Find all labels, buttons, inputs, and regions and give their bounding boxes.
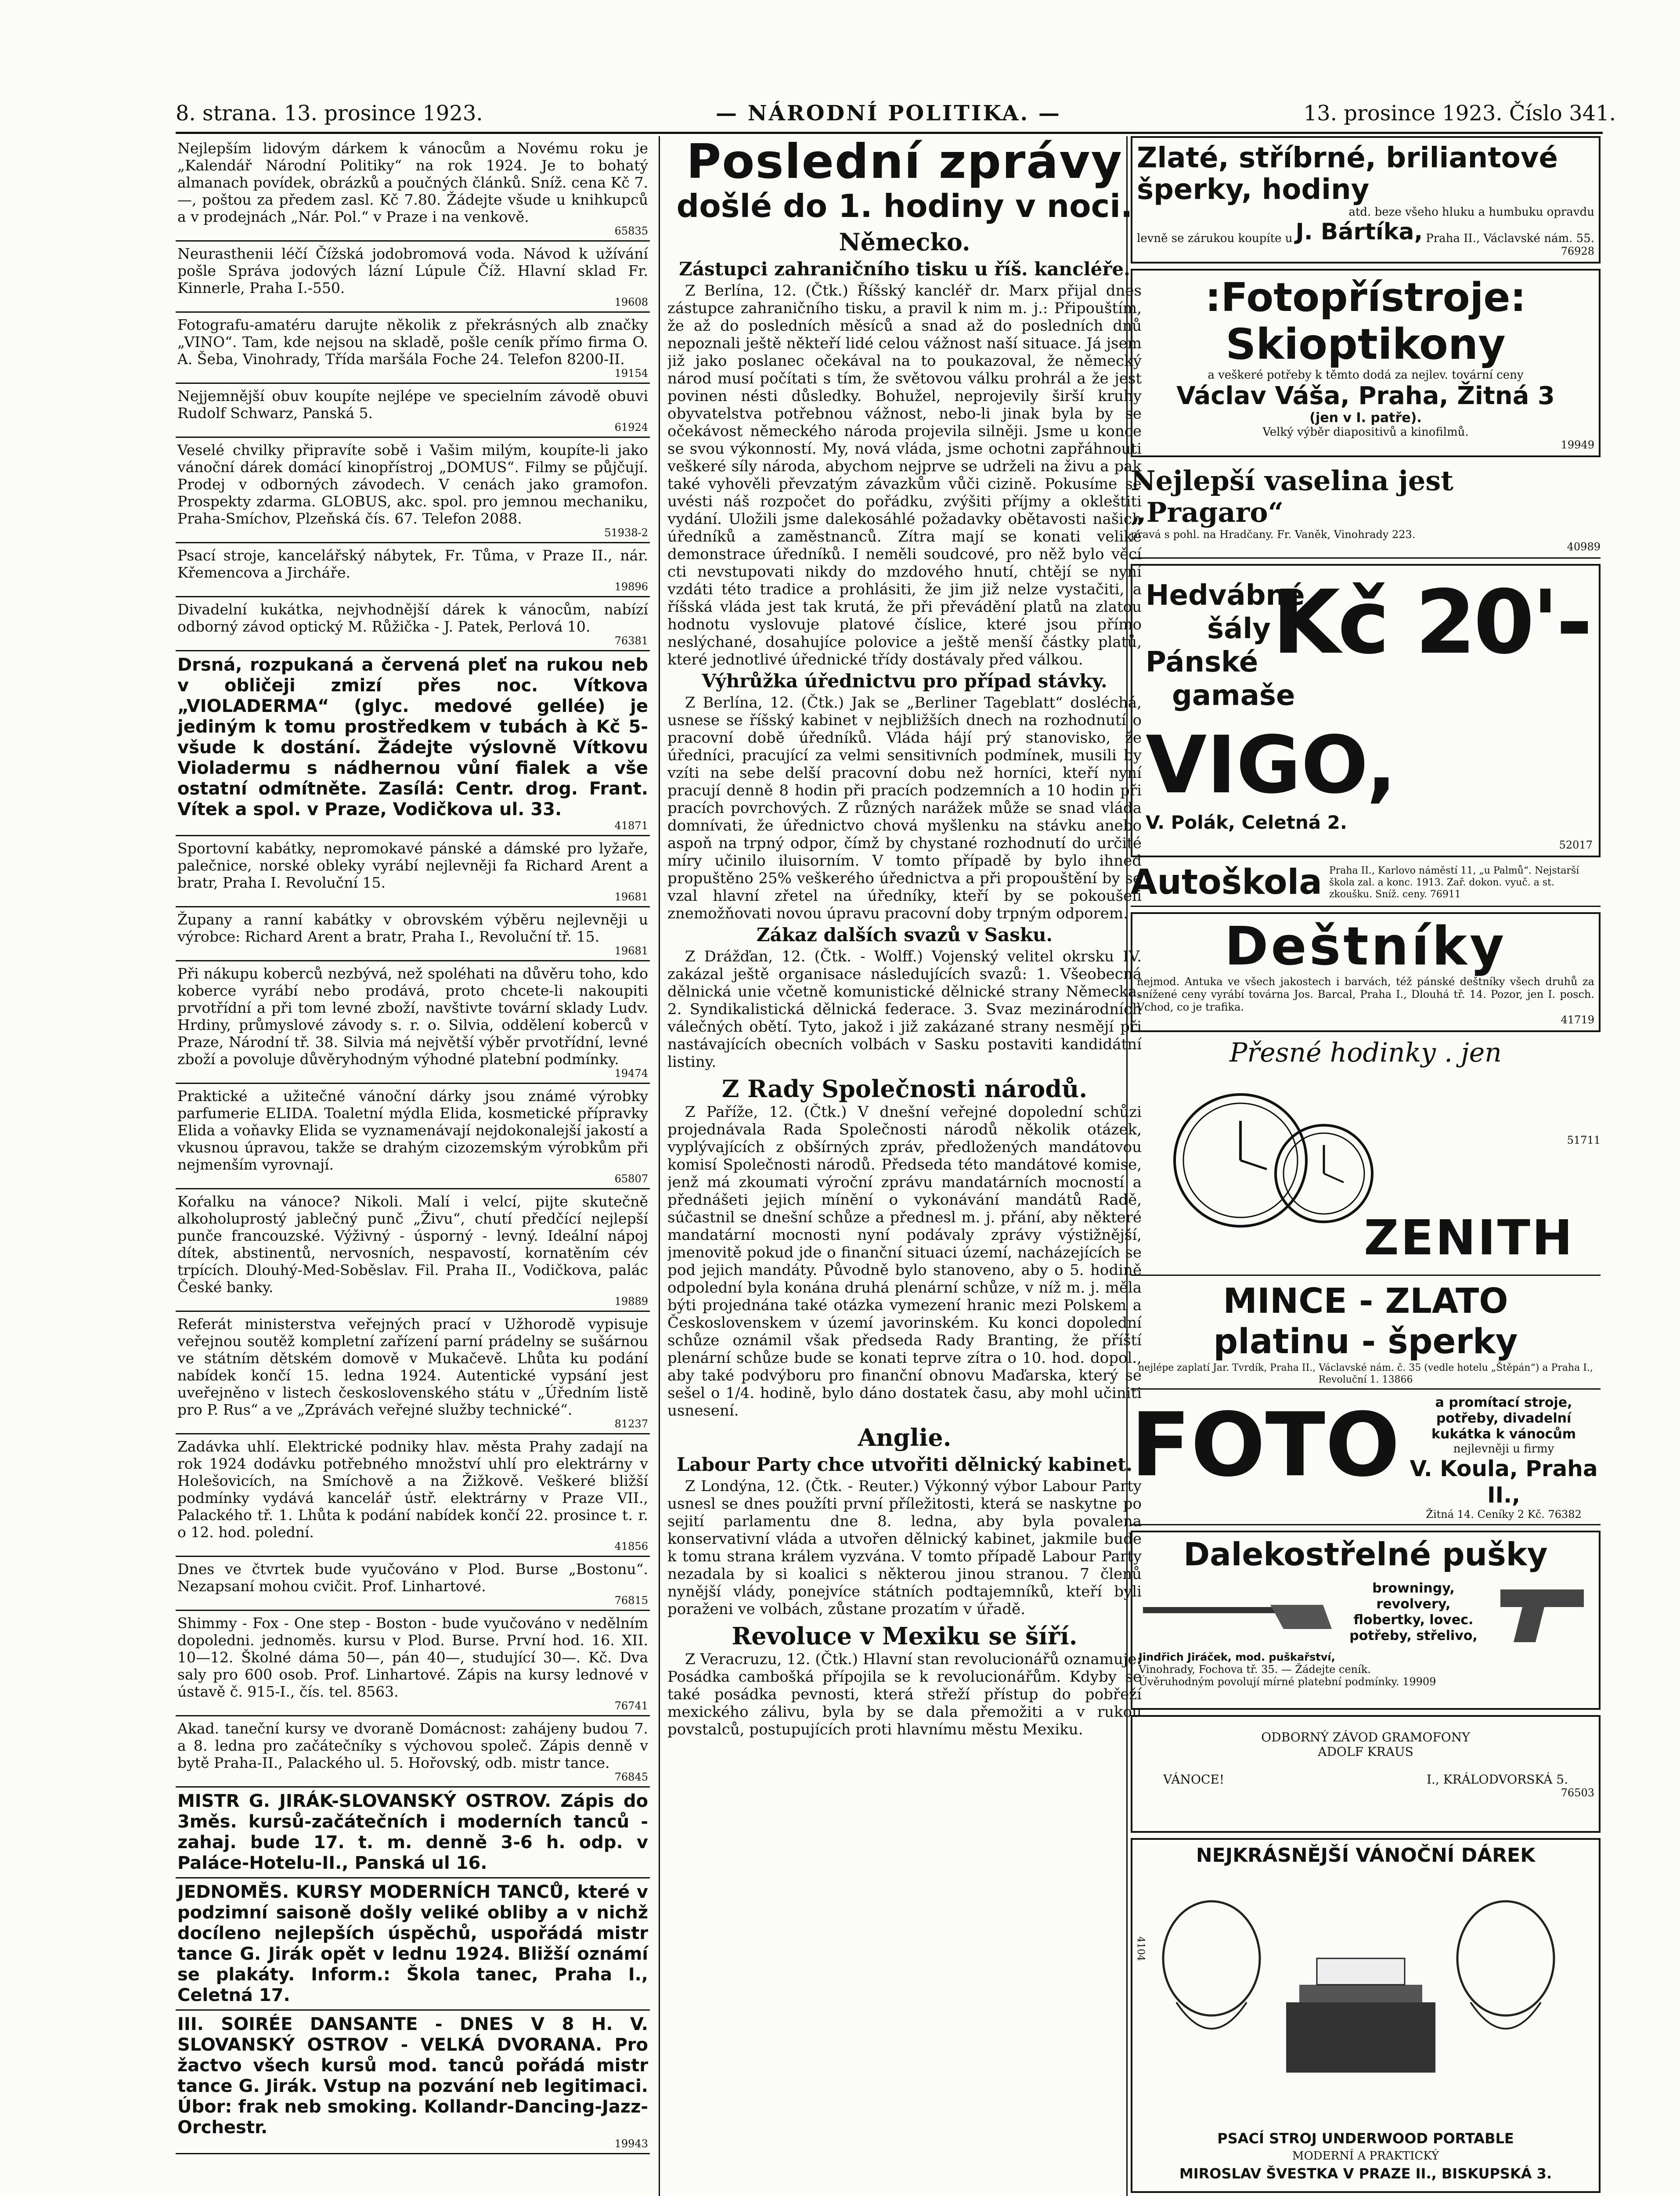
- ad-gramo-t4: I., KRÁLODVORSKÁ 5.: [1426, 1772, 1568, 1787]
- news-paragraph: Z Londýna, 12. (Čtk. - Reuter.) Výkonný výbor Labour Party usnesl se dnes použíti první příležitosti, která se naskytne po sejití parlamentu dne 8. ledna, aby byla povalena konservativní vláda a utvořen dělnický kabinet, jakmile bude k tomu strana králem vyzvána. V tomto případě Labour Party nezadala by si koalici s některou jinou stranou. 7 členů nynější vlády, ponejvíce státních podtajemníků, kteří byli poraženi ve volbách, zůstane prozatím v úřadě.: [667, 1477, 1142, 1618]
- classified-ad-text: Župany a ranní kabátky v obrovském výběru nejlevněji u výrobce: Richard Arent a bratr, Praha I., Revoluční tř. 15.: [177, 911, 648, 945]
- news-subhead: došlé do 1. hodiny v noci.: [676, 188, 1133, 224]
- ad-guns-title: Dalekostřelné pušky: [1183, 1536, 1548, 1573]
- ad-foto-t1: a promítací stroje, potřeby, divadelní kukátka k vánocům: [1431, 1395, 1576, 1442]
- ad-photo-num: 19949: [1561, 439, 1594, 451]
- classified-ad: [176, 543, 650, 597]
- ad-vigo-num: 52017: [1559, 839, 1593, 851]
- classified-ad: [176, 651, 650, 836]
- ad-jewelry-num: 76928: [1561, 245, 1594, 257]
- classified-ad-number: 61924: [614, 421, 648, 433]
- ad-vigo-brand: VIGO,: [1146, 719, 1397, 811]
- ad-zenith: [1131, 1037, 1601, 1276]
- news-subheading: Zástupci zahraničního tisku u říš. kancléře.: [679, 258, 1130, 280]
- ad-photo-t5: (jen v I. patře).: [1309, 410, 1422, 426]
- classified-ad: [176, 1312, 650, 1434]
- ad-photo-t2: Skioptikony: [1226, 320, 1506, 369]
- ad-underwood-t3: MIROSLAV ŠVESTKA V PRAZE II., BISKUPSKÁ 3.: [1179, 2165, 1552, 2182]
- ad-foto-name: V. Koula, Praha II.,: [1410, 1456, 1598, 1508]
- column-rule-1: [659, 136, 660, 2196]
- classified-ad-number: 19474: [614, 1067, 648, 1080]
- ad-foto-addr: Žitná 14. Ceníky 2 Kč.: [1426, 1508, 1545, 1521]
- page-header: [176, 101, 1616, 136]
- news-paragraph: Z Berlína, 12. (Čtk.) Jak se „Berliner Tageblatt“ dosléchá, usnese se říšský kabinet v nejbližších dnech na rozhodnutí o pracovní době úředníků. Vláda hájí prý stanovisko, že úředníci, pracující za velmi sensitivních podmínek, musili by vzíti na sebe delší pracovní dobu než horníci, kteří nyní pracují denně 8 hodin při pracích podzemních a 10 hodin při pracích povrchových. Z různých narážek může se snad vláda domnívati, že úřednictvo chová myšlenku na stávku anebo aspoň na trpný odpor, čímž by chystané rozhodnutí do určité míry učinilo iluisorním. V tomto případě by bylo ihned propuštěno 25% veškerého úřednictva a při propouštění by se vzal hlavní zřetel na úředníky, kteří by se pokoušeli znemožňovati novou úpravu pracovní doby trpným odporem.: [667, 694, 1142, 922]
- classified-ad-text: Dnes ve čtvrtek bude vyučováno v Plod. Burse „Bostonu“. Nezapsaní mohou cvičit. Prof. Linhartové.: [177, 1560, 648, 1595]
- header-masthead: — NÁRODNÍ POLITIKA. —: [716, 101, 1061, 126]
- ad-gramo-t1: ODBORNÝ ZÁVOD GRAMOFONY: [1261, 1730, 1470, 1745]
- classified-ad-text: Praktické a užitečné vánoční dárky jsou známé výrobky parfumerie ELIDA. Toaletní mýdla Elida, kosmetické přípravky Elida a voňavky Elida se vyznamenávají nejdokonalejší jakostí a vkusnou úpravou, takže se drahým cizozemským výrobkům při nejmenším vyrovnají.: [177, 1087, 648, 1173]
- classified-ad: [176, 1084, 650, 1189]
- news-paragraph: Z Paříže, 12. (Čtk.) V dnešní veřejné dopolední schůzi projednávala Rada Společnosti národů několik otázek, vyplývajících z obšírných zpráv, předložených mandátovou komisí Společnosti národů. Předseda této mandátové komise, jenž má zkoumati výroční zprávu mandatárních mocností a přednášeti jejich mínění o vykonávání mandátů Radě, súčastnil se dnešní schůze a přednesl m. j. přání, aby některé mandatární mocnosti nyní podávaly zprávy výstižnější, jmenovitě pokud jde o finanční situaci území, nacházejících se pod jejich mandáty. Původně bylo stanoveno, aby o 5. hodině odpolední byla konána druhá plenární schůze, v níž m. j. měla býti projednána také otázka vymezení hranic mezi Polskem a Československem v území javorinském. Ku konci dopolední schůze oznámil však předseda Rady Branting, že příští plenární schůze bude se konati teprve zítra o 10. hod. dopol., aby také podvýboru pro finanční obnovu Maďarska, který se sešel o 1/4. hodině, bylo dáno dostatek času, aby mohl učiniti usnesení.: [667, 1103, 1142, 1419]
- classified-ad: [176, 242, 650, 313]
- news-masthead: Poslední zprávy: [686, 136, 1123, 189]
- news-paragraph: Z Berlína, 12. (Čtk.) Říšský kancléř dr. Marx přijal dnes zástupce zahraničního tisku, a pravil k nim m. j.: Připouštím, že až do posledních měsíců a snad až do posledních dnů nepoznali ještě někteří lidé celou vážnost naší situace. Já jsem již jako poslanec očekával na to poukazoval, že německý národ musí počítati s tím, že světovou válku prohrál a že jest povinen nésti důsledky. Bohužel, neprojevily širší kruhy obyvatelstva potřebnou vážnost, nebo-li jinak byla by se očekávost německého národa projevila silněji. Jsme u konce se svou výkonností. My, nová vláda, jsme ochotni zapřáhnouti veškeré síly národa, abychom nejprve se udrželi na živu a pak také vyhověli převzatým závazkům vůči cizině. Pokusíme se uvésti náš rozpočet do pořádku, zvýšiti příjmy a okleštiti vydání. Uložili jsme dalekosáhlé požadavky obětavosti našich úředníků a zaměstnanců. Zítra mají se konati veliké demonstrace úředníků. I neměli soudcové, pro něž bylo věcí cti nevstupovati nikdy do mzdového hnutí, chtějí se nyní vzdáti této tradice a prohlásiti, že jim již nelze vystačiti, a říšská vláda jest tak krutá, že při převádění platů na zlatou hodnotu vyslovuje platové číslice, které jsou přímo neslýchané, dosahujíce polovice a ještě menší částky platů, které jednotlivé úřednické třídy dostávaly před válkou.: [667, 282, 1142, 668]
- classified-ad-number: 76815: [614, 1594, 648, 1607]
- classified-ad-text: Koŕalku na vánoce? Nikoli. Malí i velcí, pijte skutečně alkoholuprostý jablečný punč „Živu“, chutí předčící nejlepší punče francouzské. Výživný - úsporný - levný. Ideální nápoj dítek, abstinentů, nervosních, nespavostí, kornatěním cév trpících. Dlouhý-Med-Soběslav. Fil. Praha II., Vodičkova, palác České banky.: [177, 1193, 648, 1296]
- classified-ad-text: Veselé chvilky připravíte sobě i Vašim milým, koupíte-li jako vánoční dárek domácí kinopřístroj „DOMUS“. Filmy se půjčují. Prodej v odborných závodech. V cenách jako gramofon. Prospekty zdarma. GLOBUS, akc. spol. pro jemnou mechaniku, Praha-Smíchov, Plzeňská čís. 67. Telefon 2088.: [177, 441, 648, 527]
- classified-ad: [176, 1716, 650, 1788]
- classified-ad: [176, 1878, 650, 2011]
- classifieds-column: [176, 136, 650, 2196]
- ad-gramo-t3: VÁNOCE!: [1163, 1772, 1225, 1787]
- classified-ad-text: Neurasthenii léčí Čížská jodobromová voda. Návod k užívání pošle Správa jodových lázní Lúpule Číž. Hlavní sklad Fr. Kinnerle, Praha I.-550.: [177, 245, 648, 296]
- classified-ad: [176, 1189, 650, 1312]
- ad-vigo-l4: gamaše: [1172, 679, 1295, 712]
- ad-jewelry-addr: Praha II., Václavské nám. 55.: [1426, 232, 1594, 245]
- ad-vigo-l1: Hedvábné: [1146, 579, 1305, 612]
- ad-driving-school: [1131, 863, 1601, 907]
- ad-umbrellas: [1131, 912, 1601, 1032]
- ad-vaseline-num: 40989: [1567, 541, 1601, 553]
- news-paragraph: Z Veracruzu, 12. (Čtk.) Hlavní stan revolucionářů oznamuje: Posádka cambošká přípojila se k revolucionářům. Kdyby se také posádka pevnosti, která střeží přístup do pobřeží mexického zálivu, byla by se dala přemožiti a v rukou povstalců, postupujících proti hlavnímu městu Mexiku.: [667, 1651, 1142, 1738]
- news-subheading: Zákaz dalších svazů v Sasku.: [756, 924, 1053, 946]
- classified-ad-text: MISTR G. JIRÁK-SLOVANSKÝ OSTROV. Zápis do 3měs. kursů-začátečních i moderních tanců - zahaj. bude 17. t. m. denně 3-6 h. odp. v Paláce-Hotelu-II., Panská ul 16.: [177, 1791, 648, 1873]
- classified-ad-number: 65807: [614, 1173, 648, 1185]
- ad-jewelry: [1131, 136, 1601, 264]
- classified-ad-number: 65835: [614, 225, 648, 237]
- ad-foto-big: FOTO: [1131, 1394, 1400, 1496]
- ad-gramophones: [1131, 1715, 1601, 1833]
- classified-ad-number: 81237: [614, 1418, 648, 1430]
- ad-foto: [1131, 1395, 1601, 1525]
- ad-vaseline-t2: pravá s pohl. na Hradčany. Fr. Vaněk, Vinohrady 223.: [1131, 528, 1416, 541]
- ad-gramo-num: 76503: [1561, 1787, 1594, 1799]
- classified-ad-number: 76741: [614, 1700, 648, 1712]
- classified-ad-text: Referát ministerstva veřejných prací v Užhorodě vypisuje veřejnou soutěž kompletní zařízení parní prádelny se sušárnou ve státním dětském domově v Mukačevě. Lhůta ku podání nabídek končí 15. ledna 1924. Autentické vypsání jest uveřejněno v listech československého státu v „Úředním listě pro P. Rus“ a ve „Zprávách veřejné služby technické“.: [177, 1315, 648, 1418]
- ad-photo-t3: a veškeré potřeby k těmto dodá za nejlev. tovární ceny: [1208, 368, 1524, 382]
- news-section: [667, 924, 1142, 1071]
- news-section: [667, 1423, 1142, 1618]
- classified-ad-number: 19889: [614, 1295, 648, 1307]
- classified-ad-text: Shimmy - Fox - One step - Boston - bude vyučováno v nedělním dopoledni. jednoměs. kursu v Plod. Burse. První hod. 16. XII. 10—12. Školné dáma 50—, pán 40—, studující 30—. Kč. Dva saly pro 600 osob. Prof. Linhartové. Zápis na kursy lednové v ústavě č. 915-I., čís. tel. 8563.: [177, 1614, 648, 1700]
- ad-rifles: [1131, 1531, 1601, 1710]
- classified-ad-text: Sportovní kabátky, nepromokavé pánské a dámské pro lyžaře, palečnice, norské obleky vyrábí nejlevněji fa Richard Arent a bratr, Praha I. Revoluční 15.: [177, 840, 648, 891]
- ad-vigo-price: Kč 20'-: [1272, 571, 1590, 674]
- display-ads-column: [1131, 136, 1601, 2196]
- classified-ad: [176, 1434, 650, 1557]
- ad-vaseline: [1131, 462, 1601, 559]
- ad-guns-num: 19909: [1402, 1676, 1436, 1688]
- classified-ad: [176, 438, 650, 543]
- ad-zenith-brand: ZENITH: [1364, 1210, 1574, 1266]
- classified-ad-text: Nejjemnější obuv koupíte nejlépe ve specielním závodě obuvi Rudolf Schwarz, Panská 5.: [177, 387, 648, 422]
- news-heading: Německo.: [839, 228, 970, 256]
- ad-photo-t4: Václav Váša, Praha, Žitná 3: [1176, 382, 1555, 410]
- news-subheading: Labour Party chce utvořiti dělnický kabinet.: [676, 1454, 1133, 1475]
- classified-ad-number: 41871: [614, 820, 648, 832]
- news-section: [667, 1622, 1142, 1738]
- classified-ad: [176, 313, 650, 384]
- ad-photo-t6: Velký výběr diapositivů a kinofilmů.: [1262, 426, 1469, 439]
- ad-vigo-l3: Pánské: [1146, 646, 1258, 679]
- classified-ad-text: Psací stroje, kancelářský nábytek, Fr. Tůma, v Praze II., nár. Křemencova a Jircháře.: [177, 547, 648, 581]
- ad-underwood-title: NEJKRÁSNĚJŠÍ VÁNOČNÍ DÁREK: [1196, 1844, 1536, 1867]
- classified-ad-text: Fotografu-amatéru darujte několik z překrásných alb značky „VINO“. Tam, kde nejsou na skladě, pošle ceník přímo firma O. A. Šeba, Vinohrady, Třída maršála Foche 24. Telefon 8200-II.: [177, 316, 648, 368]
- ad-foto-num: 76382: [1548, 1508, 1582, 1521]
- pistol-icon: [1496, 1581, 1593, 1647]
- ad-foto-t2: nejlevněji u firmy: [1453, 1442, 1554, 1456]
- classified-ad-number: 19943: [614, 2138, 648, 2150]
- classified-ad-text: JEDNOMĚS. KURSY MODERNÍCH TANCŮ, které v podzimní saisoně došly veliké obliby a v nichž docíleno nejlepších úspěchů, uspořádá mistr tance G. Jirák opět v lednu 1924. Bližší oznámí se plakáty. Inform.: Škola tanec, Praha I., Celetná 17.: [177, 1882, 648, 2005]
- classified-ad-text: III. SOIRÉE DANSANTE - DNES V 8 H. V. SLOVANSKÝ OSTROV - VELKÁ DVORANA. Pro žactvo všech kursů mod. tanců pořádá mistr tance G. Jirák. Vstup na pozvání neb legitimaci. Úbor: frak neb smoking. Kollandr-Dancing-Jazz-Orchestr.: [177, 2014, 648, 2138]
- ad-underwood-t1: PSACÍ STROJ UNDERWOOD PORTABLE: [1217, 2130, 1514, 2147]
- classified-ad-text: Zadávka uhlí. Elektrické podniky hlav. města Prahy zadají na rok 1924 dodávku potřebného množství uhlí pro elektrárny v Holešovicích, na Smíchově a na Žižkově. Veškeré bližší podmínky vydává kancelář ústř. elektrárny v Praze VII., Palackého tř. 1. Lhůta k podání nabídek končí 22. prosince t. r. o 12. hod. polední.: [177, 1438, 648, 1541]
- classified-ad-text: Nejlepším lidovým dárkem k vánocům a Novému roku je „Kalendář Národní Politiky“ na rok 1924. Je to bohatý almanach povídek, obrázků a poučných článků. Sníž. cena Kč 7.—, poštou za předem zasl. Kč 7.80. Žádejte všude u knihkupců a v prodejnách „Nár. Pol.“ v Praze i na venkově.: [177, 140, 648, 225]
- rifle-icon: [1139, 1581, 1332, 1647]
- news-heading: Revoluce v Mexiku se šíří.: [732, 1622, 1078, 1650]
- ad-jewelry-side: atd. beze všeho hluku a humbuku opravdu: [1348, 206, 1594, 219]
- classified-ad: [176, 836, 650, 907]
- header-left: 8. strana. 13. prosince 1923.: [176, 101, 483, 126]
- classified-ad-number: 76381: [614, 635, 648, 647]
- classified-ad: [176, 136, 650, 242]
- ad-coins-t2: platinu - šperky: [1213, 1322, 1518, 1362]
- classified-ad-number: 76845: [614, 1771, 648, 1783]
- news-paragraph: Z Drážďan, 12. (Čtk. - Wolff.) Vojenský velitel okrsku IV. zakázal ještě organisace následujících svazů: 1. Všeobecná dělnická unie včetně komunistické dělnické strany Německa. 2. Syndikalistická dělnická federace. 3. Svaz mezinárodních válečných obětí. Tyto, jakož i již zakázané strany nesmějí při nastávajících obecních volbách v Sasku postaviti kandidátní listiny.: [667, 948, 1142, 1071]
- classified-ad-number: 51938-2: [604, 527, 648, 539]
- ad-zenith-num: 51711: [1567, 1134, 1601, 1146]
- ad-zenith-top: Přesné hodinky . jen: [1229, 1037, 1502, 1068]
- ad-vigo-l2: šály: [1207, 613, 1271, 645]
- ad-jewelry-bottom: levně se zárukou koupíte u: [1137, 232, 1293, 245]
- ad-guns-name: Jindřich Jiráček, mod. puškařství,: [1139, 1651, 1335, 1663]
- classified-ad-number: 19154: [614, 367, 648, 379]
- news-section: [667, 228, 1142, 668]
- ad-coins-t3: nejlépe zaplatí Jar. Tvrdík, Praha II., Václavské nám. č. 35 (vedle hotelu „Štěpán“) a Praha I., Revoluční 1.: [1138, 1362, 1593, 1385]
- news-section: [667, 1074, 1142, 1419]
- ad-umbrella-text: nejmod. Antuka ve všech jakostech i barvách, též pánské deštníky všech druhů za snížené ceny vyrábí továrna Jos. Barcal, Praha I., Dlouhá tř. 14. Pozor, jen I. posch. Vchod, co je trafika.: [1137, 975, 1594, 1013]
- ad-underwood-t2: MODERNÍ A PRAKTICKÝ: [1292, 2149, 1439, 2163]
- ad-photo-t1: :Fotopřístroje:: [1205, 274, 1526, 321]
- classified-ad: [176, 1788, 650, 1878]
- header-right: 13. prosince 1923. Číslo 341.: [1303, 101, 1616, 126]
- ad-photo-devices: [1131, 269, 1601, 457]
- news-subheading: Výhrůžka úřednictvu pro případ stávky.: [702, 670, 1107, 692]
- classified-ad-text: Divadelní kukátka, nejvhodnější dárek k vánocům, nabízí odborný závod optický M. Růžička - J. Patek, Perlová 10.: [177, 601, 648, 635]
- ad-umbrella-num: 41719: [1561, 1014, 1594, 1026]
- news-section: [667, 670, 1142, 922]
- ad-auto-text: Praha II., Karlovo náměstí 11, „u Palmů“. Nejstarší škola zal. a konc. 1913. Zař. dokon. vyuč. a st. zkoušku. Sníž. ceny.: [1329, 865, 1579, 900]
- ad-gramo-t2: ADOLF KRAUS: [1318, 1745, 1413, 1759]
- ad-auto-title: Autoškola: [1131, 863, 1322, 902]
- classified-ad-number: 19608: [614, 296, 648, 308]
- news-heading: Anglie.: [858, 1423, 952, 1452]
- typewriter-illustration-icon: [1141, 1871, 1580, 2117]
- ad-guns-terms: Úvěruhodným povolují mírné platební podmínky.: [1139, 1676, 1399, 1688]
- classified-ad: [176, 597, 650, 651]
- ad-vigo-addr: V. Polák, Celetná 2.: [1146, 812, 1347, 833]
- classified-ad: [176, 961, 650, 1084]
- classified-ad-number: 19681: [614, 891, 648, 903]
- ad-underwood: [1131, 1838, 1601, 2193]
- classified-ad: [176, 1557, 650, 1611]
- classified-ad-number: 19896: [614, 581, 648, 593]
- classified-ad-text: Drsná, rozpukaná a červená pleť na rukou neb v obličeji zmizí přes noc. Vítkova „VIOLADERMA“ (glyc. medové gellée) je jediným k tomu prostředkem v tubách à Kč 5- všude k dostání. Žádejte výslovně Vítkovu Violadermu s nádhernou vůní fialek a vše ostatní odmítněte. Zasílá: Centr. drog. Frant. Vítek a spol. v Praze, Vodičkova ul. 33.: [177, 655, 648, 820]
- classified-ad: [176, 1611, 650, 1716]
- ad-umbrella-title: Deštníky: [1224, 916, 1507, 977]
- classified-ad-number: 19681: [614, 945, 648, 957]
- classified-ad: [176, 384, 650, 438]
- ad-coins: [1131, 1281, 1601, 1390]
- ad-coins-num: 13866: [1382, 1374, 1413, 1385]
- classified-ad: [176, 2011, 650, 2154]
- header-rule: [176, 132, 1603, 134]
- news-heading: Z Rady Společnosti národů.: [721, 1075, 1088, 1103]
- classified-ad-text: Při nákupu koberců nezbývá, než spoléhati na důvěru toho, kdo koberce vyrábí nebo prodává, proto chcete-li nakoupiti prvotřídní a při tom levné zboží, navštivte tovární sklady Ludv. Hrdiny, průmyslové závody s. r. o. Silvia, oddělení koberců v Praze, Národní tř. 38. Silvia má největší výběr prvotřídní, levné zboží a povoluje důvěryhodným výhodné platební podmínky.: [177, 965, 648, 1068]
- ad-auto-num: 76911: [1430, 889, 1461, 900]
- ad-vigo: [1131, 564, 1601, 857]
- ad-jewelry-name: J. Bártíka,: [1295, 219, 1423, 245]
- classified-ad-number: 41856: [614, 1540, 648, 1553]
- classified-ad: [176, 907, 650, 961]
- ad-vaseline-t1: Nejlepší vaselina jest „Pragaro“: [1131, 465, 1453, 528]
- ad-underwood-side: 4104: [1135, 1936, 1146, 1961]
- ad-guns-items: browningy, revolvery, flobertky, lovec. potřeby, střelivo,: [1349, 1581, 1478, 1643]
- news-column: [667, 136, 1142, 2196]
- ad-guns-addr: Vinohrady, Fochova tř. 35. — Žádejte ceník.: [1139, 1663, 1371, 1676]
- ad-jewelry-title: Zlaté, stříbrné, briliantové šperky, hodiny: [1137, 142, 1558, 206]
- ad-coins-t1: MINCE - ZLATO: [1223, 1282, 1508, 1321]
- classified-ad-text: Akad. taneční kursy ve dvoraně Domácnost: zahájeny budou 7. a 8. ledna pro začátečníky s výchovou společ. Zápis denně v bytě Praha-II., Palackého ul. 5. Hořovský, odb. mistr tance.: [177, 1720, 648, 1771]
